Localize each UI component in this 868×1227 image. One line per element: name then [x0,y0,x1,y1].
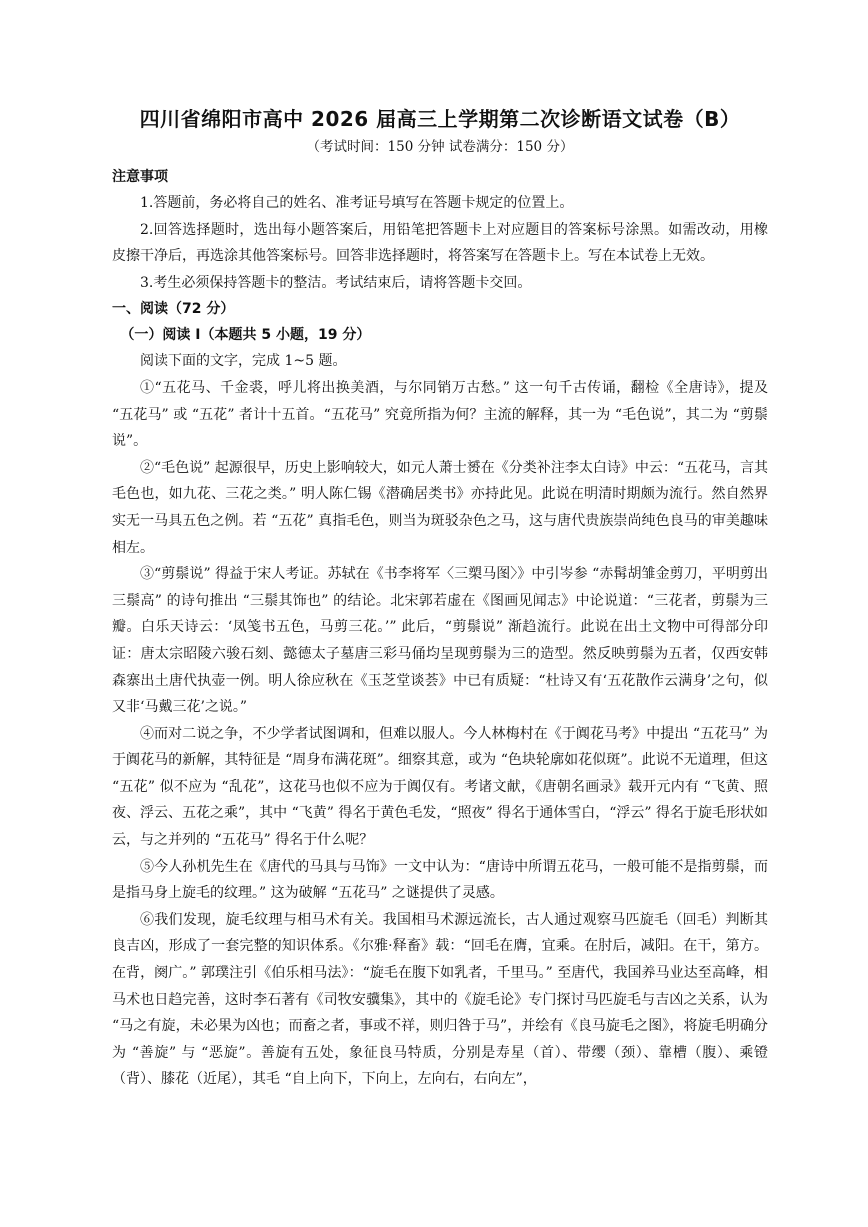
notice-item-1: 1.答题前，务必将自己的姓名、准考证号填写在答题卡规定的位置上。 [140,195,574,211]
passage-paragraph-2: ②“毛色说” 起源很早，历史上影响较大，如元人萧士赟在《分类补注李太白诗》中云：“五花马，言其毛色也，如九花、三花之类。” 明人陈仁锡《潜确居类书》亦持此见。此说在明清时期颇为流行。然自然界实无一马具五色之例。若 “五花” 真指毛色，则当为斑驳杂色之马，这与唐代贵族崇尚纯色良马的审美趣味相左。 [112,459,768,556]
notice-item-3: 3.考生必须保持答题卡的整洁。考试结束后，请将答题卡交回。 [140,274,532,291]
passage-paragraph-5: ⑤今人孙机先生在《唐代的马具与马饰》一文中认为：“唐诗中所谓五花马，一般可能不是指剪鬃，而是指马身上旋毛的纹理。” 这为破解 “五花马” 之谜提供了灵感。 [112,858,768,902]
passage-paragraph-1: ①“五花马、千金裘，呼儿将出换美酒，与尔同销万古愁。” 这一句千古传诵，翻检《全唐诗》，提及 “五花马” 或 “五花” 者计十五首。“五花马” 究竟所指为何？主流的解释，其一为 “毛色说”，其二为 “剪鬃说”。 [112,379,768,450]
section-heading: 一、阅读（72 分） [112,301,235,318]
exam-subtitle: （考试时间：150 分钟 试卷满分：150 分） [306,139,574,155]
passage-paragraph-4: ④而对二说之争，不少学者试图调和，但难以服人。今人林梅村在《于阗花马考》中提出 “五花马” 为于阗花马的新解，其特征是 “周身布满花斑”。细察其意，或为 “色块轮廓如花似斑”。此说不无道理，但这 “五花” 似不应为 “乱花”，这花马也似不应为于阗仅有。考诸文献，《唐朝名画录》载开元内有 “飞黄、照夜、浮云、五花之乘”，其中 “飞黄” 得名于黄色毛发，“照夜” 得名于通体雪白，“浮云” 得名于旋毛形状如云，与之并列的 “五花马” 得名于什么呢？ [112,725,768,849]
subsection-heading: （一）阅读 I（本题共 5 小题，19 分） [120,327,371,344]
reading-instruction: 阅读下面的文字，完成 1~5 题。 [140,353,347,370]
passage-paragraph-3: ③“剪鬃说” 得益于宋人考证。苏轼在《书李将军〈三槊马图〉》中引岑参 “赤髯胡雏金剪刀，平明剪出三鬃高” 的诗句推出 “三鬃其饰也” 的结论。北宋郭若虚在《图画见闻志》中论说道：“三花者，剪鬃为三瓣。白乐天诗云：‘凤笺书五色，马剪三花。’” 此后，“剪鬃说” 渐趋流行。此说在出土文物中可得部分印证：唐太宗昭陵六骏石刻、懿德太子墓唐三彩马俑均呈现剪鬃为三的造型。然反映剪鬃为五者，仅西安韩森寨出土唐代执壶一例。明人徐应秋在《玉芝堂谈荟》中已有质疑：“杜诗又有‘五花散作云满身’之句，似又非‘马戴三花’之说。” [112,566,768,716]
exam-title: 四川省绵阳市高中 2026 届高三上学期第二次诊断语文试卷（B） [139,107,741,131]
notice-item-2: 2.回答选择题时，选出每小题答案后，用铅笔把答题卡上对应题目的答案标号涂黑。如需改动，用橡皮擦干净后，再选涂其他答案标号。回答非选择题时，将答案写在答题卡上。写在本试卷上无效。 [112,221,768,265]
passage-paragraph-6: ⑥我们发现，旋毛纹理与相马术有关。我国相马术源远流长，古人通过观察马匹旋毛（回毛）判断其良吉凶，形成了一套完整的知识体系。《尔雅·释畜》载：“回毛在膺，宜乘。在肘后，减阳。在干，第方。在背，阕广。” 郭璞注引《伯乐相马法》：“旋毛在腹下如乳者，千里马。” 至唐代，我国养马业达至高峰，相马术也日趋完善，这时李石著有《司牧安骥集》，其中的《旋毛论》专门探讨马匹旋毛与吉凶之关系，认为 “马之有旋，未必果为凶也；而畜之者，事或不祥，则归咎于马”，并绘有《良马旋毛之图》，将旋毛明确分为 “善旋” 与 “恶旋”。善旋有五处，象征良马特质，分别是寿星（首）、带缨（颈）、靠槽（腹）、乘镫（背）、膝花（近尾），其毛 “自上向下，下向上，左向右，右向左”， [112,911,768,1088]
notice-heading: 注意事项 [112,169,168,185]
